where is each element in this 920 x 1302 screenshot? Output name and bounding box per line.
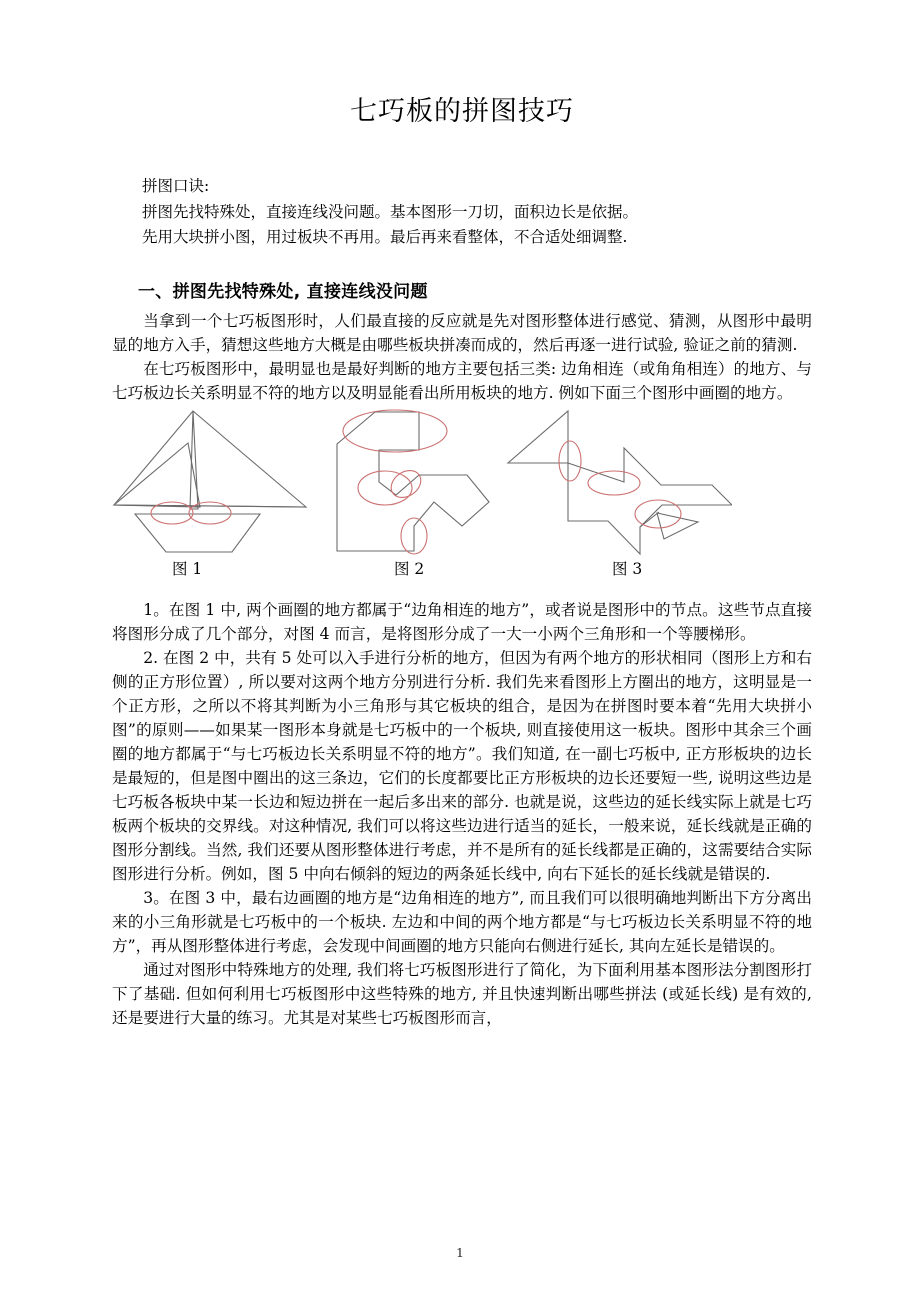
sailboat-tangram: [112, 409, 322, 559]
verse-line-1: 拼图先找特殊处，直接连线没问题。基本图形一刀切，面积边长是依据。: [142, 202, 639, 221]
paragraph-3: 1。在图 1 中, 两个画圈的地方都属于“边角相连的地方”，或者说是图形中的节点。这些节点直接将图形分成了几个部分，对图 4 而言，是将图形分成了一大一小两个三角形和一个等腰梯形。: [112, 601, 812, 644]
verse-heading: 拼图口诀:: [142, 177, 210, 196]
intro-paragraphs: [112, 309, 812, 405]
analysis-paragraphs: [112, 598, 812, 1030]
annotation-circle-right: [635, 500, 681, 528]
left-small-sail: [114, 443, 200, 507]
paragraph-4: 2. 在图 2 中，共有 5 处可以入手进行分析的地方，但因为有两个地方的形状相同（图形上方和右侧的正方形位置）, 所以要对这两个地方分别进行分析. 我们先来看图形上方圈出的地方，这明显是一个正方形，之所以不将其判断为小三角形与其它板块的组合，是因为在拼图时要本着“先用大块拼小图”的原则——如果某一图形本身就是七巧板中的一个板块, 则直接使用这一板块。图形中其余三个画圈的地方都属于“与七巧板边长关系明显不符的地方”。我们知道, 在一副七巧板中, 正方形板块的边长是最短的，但是图中圈出的这三条边，它们的长度都要比正方形板块的边长还要短一些, 说明这些边是七巧板各板块中某一长边和短边拼在一起后多出来的部分. 也就是说，这些边的延长线实际上就是七巧板两个板块的交界线。对这种情况, 我们可以将这些边进行适当的延长，一般来说，延长线就是正确的图形分割线。当然, 我们还要从图形整体进行考虑，并不是所有的延长线都是正确的，这需要结合实际图形进行分析。例如，图 5 中向右倾斜的短边的两条延长线中, 向右下延长的延长线就是错误的.: [112, 649, 812, 884]
figure-2: [334, 409, 514, 559]
annotation-circle-2: [189, 502, 231, 524]
figure-3-caption: 图 3: [612, 560, 643, 579]
verse-line-2: 先用大块拼小图，用过板块不再用。最后再来看整体，不合适处细调整.: [142, 227, 628, 246]
annotation-circle-top-square: [343, 410, 447, 452]
annotation-circle-middle-right: [386, 465, 426, 503]
annotation-circle-middle: [588, 471, 640, 495]
figure-row: [112, 409, 812, 594]
page-number: 1: [456, 1245, 464, 1260]
figure-1: [112, 409, 322, 559]
paragraph-1: 当拿到一个七巧板图形时，人们最直接的反应就是先对图形整体进行感觉、猜测，从图形中最明显的地方入手，猜想这些地方大概是由哪些板块拼凑而成的，然后再逐一进行试验, 验证之前的猜测.: [112, 312, 812, 355]
section-heading-1: 一、拼图先找特殊处, 直接连线没问题: [138, 281, 428, 302]
paragraph-6: 通过对图形中特殊地方的处理, 我们将七巧板图形进行了简化，为下面利用基本图形法分割图形打下了基础. 但如何利用七巧板图形中这些特殊的地方, 并且快速判断出哪些拼法 (或延长线) 是有效的, 还是要进行大量的练习。尤其是对某些七巧板图形而言，: [112, 961, 812, 1028]
figure-3: [502, 409, 732, 559]
arrow-tangram: [502, 409, 732, 559]
left-large-sail: [114, 411, 306, 507]
hull-trapezoid: [135, 514, 260, 552]
page-title: 七巧板的拼图技巧: [350, 96, 574, 127]
figure-1-caption: 图 1: [172, 560, 203, 579]
page-content: [112, 0, 812, 1030]
mast: [190, 411, 198, 509]
polygon-tangram: [334, 409, 514, 559]
figure-2-caption: 图 2: [394, 560, 425, 579]
annotation-circle-left: [559, 441, 581, 481]
detached-small-triangle: [657, 513, 698, 539]
paragraph-5: 3。在图 3 中，最右边画圈的地方是“边角相连的地方”, 而且我们可以很明确地判断出下方分离出来的小三角形就是七巧板中的一个板块. 左边和中间的两个地方都是“与七巧板边长关系明显不符的地方”，再从图形整体进行考虑，会发现中间画圈的地方只能向右侧进行延长, 其向左延长是错误的。: [112, 889, 812, 956]
paragraph-2: 在七巧板图形中，最明显也是最好判断的地方主要包括三类: 边角相连（或角角相连）的地方、与七巧板边长关系明显不符的地方以及明显能看出所用板块的地方. 例如下面三个图形中画圈的地方。: [112, 360, 812, 403]
verse-block: [112, 174, 812, 249]
